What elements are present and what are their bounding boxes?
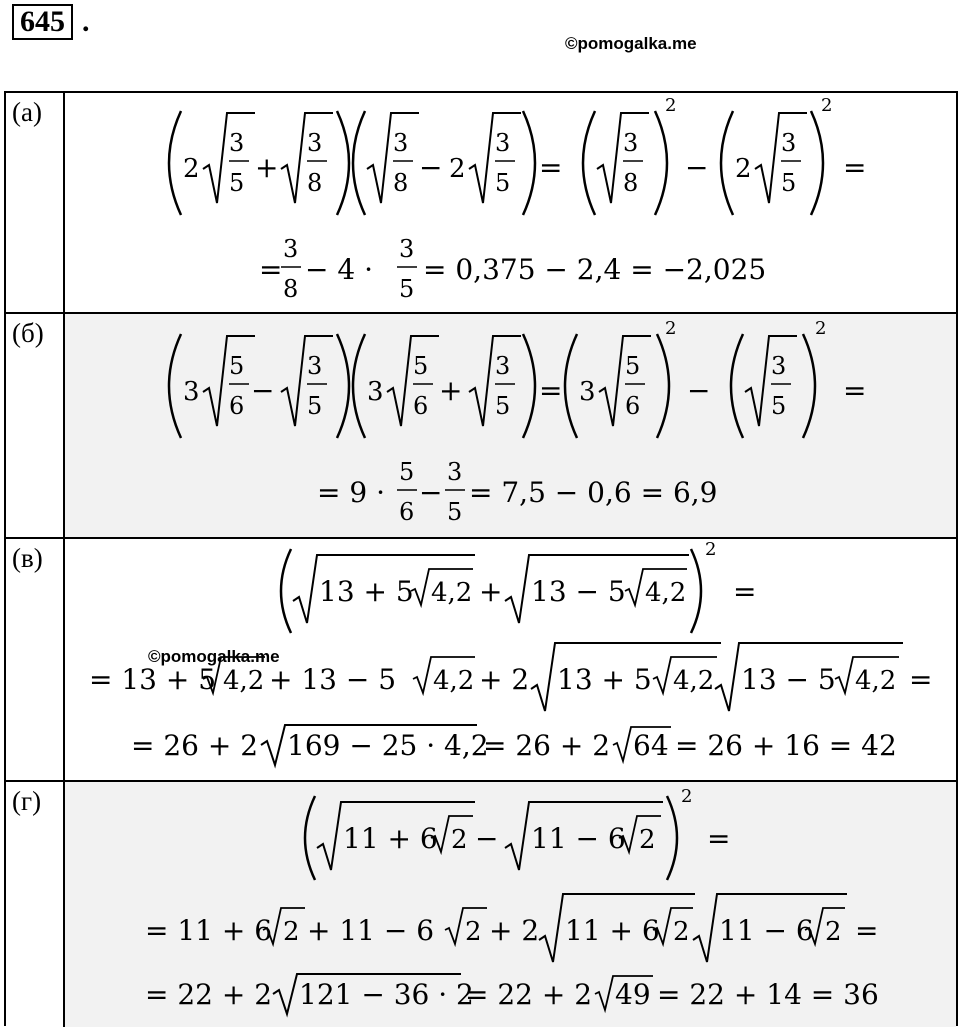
svg-text:5: 5 <box>495 392 511 420</box>
svg-text:=: = <box>259 253 283 286</box>
equation-line <box>317 458 717 526</box>
svg-text:4,2: 4,2 <box>433 666 475 696</box>
svg-text:2: 2 <box>821 95 833 116</box>
svg-text:3: 3 <box>393 129 409 157</box>
svg-text:2: 2 <box>705 539 717 560</box>
svg-text:=: = <box>843 374 867 407</box>
svg-text:= 26 + 2: = 26 + 2 <box>131 729 259 762</box>
svg-text:− 4 ·: − 4 · <box>305 253 373 286</box>
svg-text:= 9 ·: = 9 · <box>317 476 385 509</box>
task-number-dot: . <box>82 5 90 38</box>
row-content <box>65 314 956 537</box>
svg-text:=: = <box>855 914 879 947</box>
svg-text:3: 3 <box>307 352 323 380</box>
svg-text:= 26 + 2: = 26 + 2 <box>483 729 611 762</box>
svg-text:=: = <box>539 151 563 184</box>
svg-text:4,2: 4,2 <box>223 666 265 696</box>
svg-text:2: 2 <box>825 917 842 947</box>
svg-text:+: + <box>439 374 463 407</box>
math-row-c <box>65 539 958 780</box>
svg-text:−: − <box>419 476 443 509</box>
svg-text:13 + 5: 13 + 5 <box>319 575 414 608</box>
svg-text:2: 2 <box>815 318 827 339</box>
svg-text:5: 5 <box>495 169 511 197</box>
svg-text:2: 2 <box>673 917 690 947</box>
math-row-b <box>65 314 958 537</box>
svg-text:−: − <box>251 374 275 407</box>
svg-text:13 − 5: 13 − 5 <box>741 663 836 696</box>
svg-text:13 − 5: 13 − 5 <box>531 575 626 608</box>
svg-text:5: 5 <box>399 275 415 303</box>
svg-text:6: 6 <box>399 498 415 526</box>
svg-text:+ 13 − 5: + 13 − 5 <box>269 663 397 696</box>
row-b <box>6 314 956 539</box>
svg-text:= 7,5 − 0,6 = 6,9: = 7,5 − 0,6 = 6,9 <box>469 476 718 509</box>
svg-text:2: 2 <box>735 154 752 184</box>
svg-text:5: 5 <box>229 169 245 197</box>
svg-text:4,2: 4,2 <box>645 578 687 608</box>
math-row-d <box>65 782 958 1026</box>
svg-text:13 + 5: 13 + 5 <box>557 663 652 696</box>
svg-text:3: 3 <box>307 129 323 157</box>
svg-text:= 26 + 16 = 42: = 26 + 16 = 42 <box>675 729 897 762</box>
math-row-a <box>65 93 958 312</box>
equation-line <box>169 318 866 438</box>
svg-text:3: 3 <box>495 352 511 380</box>
svg-text:64: 64 <box>633 729 669 762</box>
svg-text:6: 6 <box>229 392 245 420</box>
svg-text:=: = <box>733 575 757 608</box>
svg-text:6: 6 <box>413 392 429 420</box>
svg-text:= 22 + 14 = 36: = 22 + 14 = 36 <box>657 978 879 1011</box>
row-content <box>65 93 956 312</box>
equation-line <box>145 974 879 1014</box>
svg-text:8: 8 <box>307 169 323 197</box>
svg-text:11 − 6: 11 − 6 <box>531 822 626 855</box>
svg-text:−: − <box>475 822 499 855</box>
equation-line <box>281 539 756 633</box>
equation-line <box>169 95 866 215</box>
row-a <box>6 93 956 314</box>
svg-text:3: 3 <box>183 377 200 407</box>
svg-text:−: − <box>419 151 443 184</box>
svg-text:=: = <box>539 374 563 407</box>
svg-text:2: 2 <box>665 318 677 339</box>
svg-text:11 − 6: 11 − 6 <box>719 914 814 947</box>
svg-text:=: = <box>909 663 933 696</box>
svg-text:=: = <box>707 822 731 855</box>
svg-text:+ 2: + 2 <box>489 914 540 947</box>
svg-text:5: 5 <box>447 498 463 526</box>
svg-text:−: − <box>687 374 711 407</box>
svg-text:5: 5 <box>781 169 797 197</box>
watermark-inline: ©pomogalka.me <box>148 647 280 666</box>
svg-text:3: 3 <box>447 458 463 486</box>
svg-text:49: 49 <box>615 978 651 1011</box>
svg-text:3: 3 <box>399 235 415 263</box>
svg-text:5: 5 <box>413 352 429 380</box>
svg-text:11 + 6: 11 + 6 <box>343 822 438 855</box>
svg-text:+: + <box>479 575 503 608</box>
row-content <box>65 539 956 780</box>
svg-text:2: 2 <box>681 786 693 807</box>
svg-text:3: 3 <box>579 377 596 407</box>
svg-text:3: 3 <box>283 235 299 263</box>
svg-text:4,2: 4,2 <box>431 578 473 608</box>
svg-text:121 − 36 · 2: 121 − 36 · 2 <box>299 978 474 1011</box>
svg-text:3: 3 <box>771 352 787 380</box>
svg-text:4,2: 4,2 <box>855 666 897 696</box>
row-content <box>65 782 956 1027</box>
svg-text:11 + 6: 11 + 6 <box>565 914 660 947</box>
svg-text:= 22 + 2: = 22 + 2 <box>465 978 593 1011</box>
svg-text:3: 3 <box>229 129 245 157</box>
svg-text:+ 2: + 2 <box>479 663 530 696</box>
svg-text:3: 3 <box>781 129 797 157</box>
svg-text:2: 2 <box>465 917 482 947</box>
row-label: (в) <box>6 539 65 780</box>
svg-text:2: 2 <box>449 154 466 184</box>
svg-text:2: 2 <box>451 825 468 855</box>
svg-text:= 13 + 5: = 13 + 5 <box>89 663 217 696</box>
svg-text:3: 3 <box>623 129 639 157</box>
svg-text:2: 2 <box>183 154 200 184</box>
task-number: 645 <box>12 4 73 40</box>
equation-line <box>145 894 878 962</box>
row-label: (а) <box>6 93 65 312</box>
svg-text:−: − <box>685 151 709 184</box>
svg-text:169 − 25 · 4,2: 169 − 25 · 4,2 <box>287 729 489 762</box>
svg-text:5: 5 <box>399 458 415 486</box>
svg-text:= 22 + 2: = 22 + 2 <box>145 978 273 1011</box>
svg-text:8: 8 <box>393 169 409 197</box>
svg-text:2: 2 <box>665 95 677 116</box>
svg-text:2: 2 <box>639 825 656 855</box>
svg-text:5: 5 <box>307 392 323 420</box>
equation-line <box>131 725 897 765</box>
svg-text:+ 11 − 6: + 11 − 6 <box>307 914 435 947</box>
svg-text:5: 5 <box>771 392 787 420</box>
svg-text:3: 3 <box>495 129 511 157</box>
equation-line <box>305 786 730 880</box>
svg-text:5: 5 <box>625 352 641 380</box>
row-d <box>6 782 956 1027</box>
svg-text:5: 5 <box>229 352 245 380</box>
svg-text:+: + <box>255 151 279 184</box>
watermark-top: ©pomogalka.me <box>565 34 697 53</box>
svg-text:2: 2 <box>283 917 300 947</box>
equation-line <box>89 643 932 711</box>
equation-line <box>259 235 766 303</box>
svg-text:6: 6 <box>625 392 641 420</box>
svg-text:3: 3 <box>367 377 384 407</box>
row-label: (г) <box>6 782 65 1027</box>
svg-text:8: 8 <box>283 275 299 303</box>
row-label: (б) <box>6 314 65 537</box>
svg-text:=: = <box>843 151 867 184</box>
row-c <box>6 539 956 782</box>
svg-text:= 0,375 − 2,4 = −2,025: = 0,375 − 2,4 = −2,025 <box>423 253 767 286</box>
svg-text:4,2: 4,2 <box>673 666 715 696</box>
svg-text:8: 8 <box>623 169 639 197</box>
svg-text:= 11 + 6: = 11 + 6 <box>145 914 273 947</box>
solution-table <box>4 91 958 1026</box>
